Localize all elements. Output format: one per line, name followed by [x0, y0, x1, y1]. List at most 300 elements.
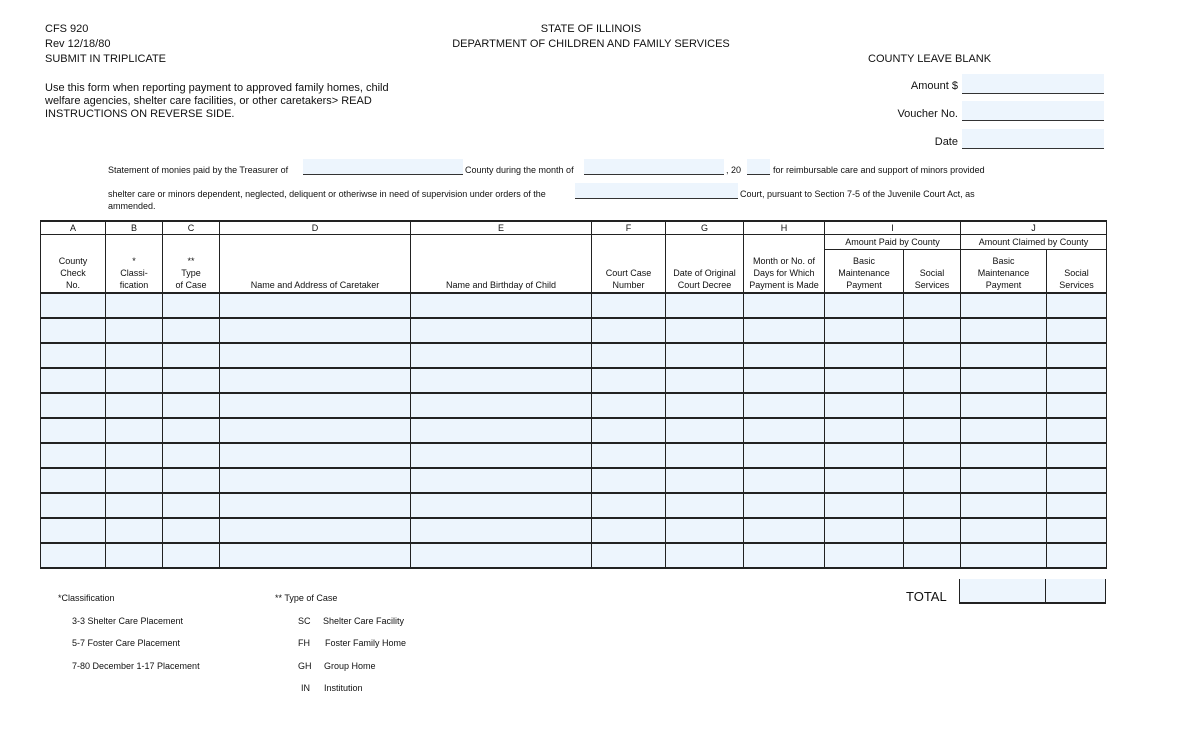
table-cell[interactable] [666, 343, 744, 368]
total-social-services-field[interactable] [1046, 579, 1106, 604]
total-basic-maintenance-input[interactable] [960, 579, 1049, 604]
table-cell[interactable] [41, 318, 106, 343]
group-amount-paid: Amount Paid by County [825, 235, 961, 250]
table-cell[interactable] [744, 443, 825, 468]
table-cell[interactable] [825, 518, 904, 543]
table-cell[interactable] [904, 468, 961, 493]
cell-input[interactable] [904, 394, 960, 417]
table-cell[interactable] [106, 543, 163, 568]
table-cell[interactable] [961, 443, 1047, 468]
table-cell[interactable] [163, 443, 220, 468]
cell-input[interactable] [220, 319, 410, 342]
table-cell[interactable] [961, 543, 1047, 568]
cell-input[interactable] [106, 294, 162, 317]
table-cell[interactable] [106, 493, 163, 518]
cell-input[interactable] [961, 369, 1046, 392]
cell-input[interactable] [592, 319, 665, 342]
table-cell[interactable] [220, 418, 411, 443]
cell-input[interactable] [744, 469, 824, 492]
table-cell[interactable] [41, 518, 106, 543]
cell-input[interactable] [411, 319, 591, 342]
cell-input[interactable] [220, 294, 410, 317]
table-cell[interactable] [106, 518, 163, 543]
cell-input[interactable] [1047, 419, 1106, 442]
header-i-basic-l3: Payment [846, 280, 882, 290]
cell-input[interactable] [744, 394, 824, 417]
table-cell[interactable] [163, 468, 220, 493]
table-cell[interactable] [220, 543, 411, 568]
table-cell[interactable] [1047, 393, 1107, 418]
cell-input[interactable] [666, 419, 743, 442]
cell-input[interactable] [106, 319, 162, 342]
month-field[interactable] [584, 159, 724, 175]
table-cell[interactable] [744, 293, 825, 318]
cell-input[interactable] [1047, 394, 1106, 417]
cell-input[interactable] [904, 494, 960, 517]
cell-input[interactable] [904, 544, 960, 567]
table-cell[interactable] [904, 443, 961, 468]
cell-input[interactable] [825, 319, 903, 342]
table-cell[interactable] [666, 543, 744, 568]
cell-input[interactable] [106, 519, 162, 542]
table-cell[interactable] [1047, 293, 1107, 318]
cell-input[interactable] [163, 394, 219, 417]
table-cell[interactable] [1047, 443, 1107, 468]
data-rows [41, 293, 1107, 568]
table-cell[interactable] [1047, 518, 1107, 543]
table-cell[interactable] [666, 418, 744, 443]
table-cell[interactable] [592, 343, 666, 368]
table-cell[interactable] [220, 318, 411, 343]
table-cell[interactable] [106, 318, 163, 343]
table-row [41, 293, 1107, 318]
table-cell[interactable] [41, 393, 106, 418]
table-cell[interactable] [744, 343, 825, 368]
cell-input[interactable] [744, 369, 824, 392]
table-cell[interactable] [106, 418, 163, 443]
table-cell[interactable] [825, 493, 904, 518]
cell-input[interactable] [825, 519, 903, 542]
table-cell[interactable] [220, 393, 411, 418]
table-cell[interactable] [411, 543, 592, 568]
cell-input[interactable] [666, 319, 743, 342]
cell-input[interactable] [220, 419, 410, 442]
cell-input[interactable] [904, 294, 960, 317]
cell-input[interactable] [904, 444, 960, 467]
table-row [41, 443, 1107, 468]
table-cell[interactable] [411, 443, 592, 468]
table-cell[interactable] [163, 418, 220, 443]
cell-input[interactable] [666, 444, 743, 467]
table-cell[interactable] [961, 518, 1047, 543]
table-cell[interactable] [825, 393, 904, 418]
cell-input[interactable] [744, 494, 824, 517]
cell-input[interactable] [1047, 444, 1106, 467]
table-cell[interactable] [666, 493, 744, 518]
cell-input[interactable] [961, 294, 1046, 317]
cell-input[interactable] [220, 369, 410, 392]
cell-input[interactable] [1047, 544, 1106, 567]
cell-input[interactable] [41, 519, 105, 542]
table-cell[interactable] [411, 468, 592, 493]
table-cell[interactable] [825, 343, 904, 368]
cell-input[interactable] [592, 544, 665, 567]
table-cell[interactable] [220, 293, 411, 318]
cell-input[interactable] [825, 294, 903, 317]
cell-input[interactable] [106, 394, 162, 417]
treasurer-county-field[interactable] [303, 159, 463, 175]
cell-input[interactable] [220, 469, 410, 492]
table-cell[interactable] [106, 293, 163, 318]
table-cell[interactable] [220, 443, 411, 468]
cell-input[interactable] [961, 419, 1046, 442]
table-cell[interactable] [411, 418, 592, 443]
table-cell[interactable] [163, 343, 220, 368]
table-cell[interactable] [825, 293, 904, 318]
department-title: DEPARTMENT OF CHILDREN AND FAMILY SERVICES [452, 38, 730, 50]
table-cell[interactable] [163, 368, 220, 393]
table-cell[interactable] [904, 368, 961, 393]
table-cell[interactable] [825, 318, 904, 343]
cell-input[interactable] [592, 294, 665, 317]
table-cell[interactable] [1047, 368, 1107, 393]
year-field[interactable] [747, 159, 770, 175]
table-cell[interactable] [961, 343, 1047, 368]
cell-input[interactable] [163, 494, 219, 517]
table-cell[interactable] [41, 543, 106, 568]
cell-input[interactable] [41, 394, 105, 417]
cell-input[interactable] [106, 419, 162, 442]
cell-input[interactable] [163, 294, 219, 317]
table-cell[interactable] [592, 393, 666, 418]
cell-input[interactable] [961, 544, 1046, 567]
cell-input[interactable] [1047, 494, 1106, 517]
table-cell[interactable] [961, 293, 1047, 318]
year-input[interactable] [747, 162, 770, 177]
voucher-field[interactable] [962, 101, 1104, 121]
cell-input[interactable] [106, 369, 162, 392]
table-cell[interactable] [106, 393, 163, 418]
cell-input[interactable] [825, 494, 903, 517]
cell-input[interactable] [41, 444, 105, 467]
header-g-l3: Court Decree [677, 280, 732, 290]
cell-input[interactable] [106, 344, 162, 367]
voucher-input[interactable] [962, 102, 1104, 121]
cell-input[interactable] [904, 469, 960, 492]
cell-input[interactable] [106, 469, 162, 492]
statement-part-1: Statement of monies paid by the Treasurer of [108, 165, 289, 175]
amount-field[interactable] [962, 74, 1104, 94]
cell-input[interactable] [41, 294, 105, 317]
cell-input[interactable] [163, 469, 219, 492]
table-cell[interactable] [744, 518, 825, 543]
cell-input[interactable] [41, 369, 105, 392]
cell-input[interactable] [1047, 344, 1106, 367]
cell-input[interactable] [1047, 369, 1106, 392]
month-input[interactable] [584, 162, 724, 177]
statement-part-7: ammended. [108, 201, 156, 211]
table-cell[interactable] [904, 493, 961, 518]
table-cell[interactable] [961, 368, 1047, 393]
table-cell[interactable] [961, 318, 1047, 343]
table-cell[interactable] [825, 418, 904, 443]
cell-input[interactable] [411, 294, 591, 317]
table-cell[interactable] [220, 343, 411, 368]
cell-input[interactable] [744, 294, 824, 317]
cell-input[interactable] [220, 519, 410, 542]
table-cell[interactable] [744, 393, 825, 418]
table-cell[interactable] [411, 318, 592, 343]
cell-input[interactable] [41, 419, 105, 442]
table-cell[interactable] [220, 368, 411, 393]
cell-input[interactable] [106, 494, 162, 517]
cell-input[interactable] [163, 319, 219, 342]
table-cell[interactable] [904, 518, 961, 543]
table-cell[interactable] [592, 443, 666, 468]
treasurer-county-input[interactable] [303, 162, 463, 177]
cell-input[interactable] [411, 369, 591, 392]
total-social-services-input[interactable] [1046, 579, 1109, 604]
table-cell[interactable] [220, 493, 411, 518]
statement-part-3: , 20 [726, 165, 742, 175]
cell-input[interactable] [41, 469, 105, 492]
cell-input[interactable] [961, 469, 1046, 492]
table-cell[interactable] [163, 493, 220, 518]
cell-input[interactable] [592, 469, 665, 492]
table-row [41, 518, 1107, 543]
table-cell[interactable] [744, 543, 825, 568]
cell-input[interactable] [220, 444, 410, 467]
table-cell[interactable] [592, 493, 666, 518]
table-cell[interactable] [41, 368, 106, 393]
table-cell[interactable] [961, 418, 1047, 443]
cell-input[interactable] [666, 494, 743, 517]
table-cell[interactable] [825, 368, 904, 393]
court-input[interactable] [575, 186, 738, 201]
total-basic-maintenance-field[interactable] [959, 579, 1046, 604]
date-field[interactable] [962, 129, 1104, 149]
table-cell[interactable] [666, 368, 744, 393]
table-cell[interactable] [411, 518, 592, 543]
cell-input[interactable] [592, 519, 665, 542]
cell-input[interactable] [825, 394, 903, 417]
cell-input[interactable] [592, 369, 665, 392]
cell-input[interactable] [163, 444, 219, 467]
table-cell[interactable] [592, 318, 666, 343]
cell-input[interactable] [592, 494, 665, 517]
cell-input[interactable] [961, 344, 1046, 367]
table-cell[interactable] [744, 468, 825, 493]
table-cell[interactable] [163, 393, 220, 418]
cell-input[interactable] [666, 519, 743, 542]
cell-input[interactable] [1047, 294, 1106, 317]
cell-input[interactable] [961, 444, 1046, 467]
header-i-basic-l2: Maintenance [838, 268, 890, 278]
cell-input[interactable] [41, 494, 105, 517]
cell-input[interactable] [744, 319, 824, 342]
table-cell[interactable] [1047, 318, 1107, 343]
cell-input[interactable] [106, 444, 162, 467]
table-cell[interactable] [592, 418, 666, 443]
table-cell[interactable] [744, 418, 825, 443]
header-b-l1: * [132, 256, 136, 266]
table-cell[interactable] [41, 443, 106, 468]
cell-input[interactable] [411, 419, 591, 442]
table-cell[interactable] [592, 368, 666, 393]
table-cell[interactable] [1047, 418, 1107, 443]
cell-input[interactable] [744, 344, 824, 367]
table-cell[interactable] [592, 518, 666, 543]
cell-input[interactable] [904, 344, 960, 367]
table-cell[interactable] [163, 293, 220, 318]
table-cell[interactable] [106, 368, 163, 393]
table-cell[interactable] [220, 468, 411, 493]
table-cell[interactable] [163, 543, 220, 568]
table-cell[interactable] [666, 443, 744, 468]
cell-input[interactable] [744, 544, 824, 567]
cell-input[interactable] [220, 394, 410, 417]
table-cell[interactable] [904, 293, 961, 318]
table-cell[interactable] [220, 518, 411, 543]
table-cell[interactable] [825, 543, 904, 568]
statement-part-6: Court, pursuant to Section 7-5 of the Juvenile Court Act, as [740, 189, 975, 199]
table-cell[interactable] [106, 343, 163, 368]
table-cell[interactable] [411, 368, 592, 393]
table-cell[interactable] [666, 468, 744, 493]
table-cell[interactable] [163, 318, 220, 343]
cell-input[interactable] [220, 544, 410, 567]
table-cell[interactable] [744, 318, 825, 343]
table-cell[interactable] [41, 293, 106, 318]
cell-input[interactable] [592, 419, 665, 442]
cell-input[interactable] [411, 394, 591, 417]
cell-input[interactable] [744, 519, 824, 542]
cell-input[interactable] [825, 419, 903, 442]
cell-input[interactable] [904, 519, 960, 542]
amount-input[interactable] [962, 75, 1104, 94]
cell-input[interactable] [106, 544, 162, 567]
cell-input[interactable] [163, 369, 219, 392]
table-cell[interactable] [411, 343, 592, 368]
court-field[interactable] [575, 183, 738, 199]
header-f [592, 235, 666, 294]
cell-input[interactable] [961, 319, 1046, 342]
table-cell[interactable] [1047, 468, 1107, 493]
cell-input[interactable] [904, 419, 960, 442]
table-cell[interactable] [41, 468, 106, 493]
cell-input[interactable] [666, 394, 743, 417]
cell-input[interactable] [825, 369, 903, 392]
cell-input[interactable] [411, 544, 591, 567]
table-cell[interactable] [666, 518, 744, 543]
cell-input[interactable] [744, 444, 824, 467]
table-cell[interactable] [592, 293, 666, 318]
cell-input[interactable] [666, 344, 743, 367]
table-cell[interactable] [411, 293, 592, 318]
table-cell[interactable] [411, 393, 592, 418]
cell-input[interactable] [1047, 519, 1106, 542]
table-cell[interactable] [825, 443, 904, 468]
table-cell[interactable] [666, 293, 744, 318]
table-cell[interactable] [1047, 543, 1107, 568]
cell-input[interactable] [592, 344, 665, 367]
cell-input[interactable] [592, 394, 665, 417]
voucher-label: Voucher No. [897, 108, 958, 120]
cell-input[interactable] [904, 319, 960, 342]
cell-input[interactable] [411, 494, 591, 517]
table-cell[interactable] [41, 493, 106, 518]
cell-input[interactable] [41, 544, 105, 567]
cell-input[interactable] [825, 444, 903, 467]
cell-input[interactable] [592, 444, 665, 467]
cell-input[interactable] [41, 344, 105, 367]
cell-input[interactable] [825, 344, 903, 367]
cell-input[interactable] [220, 494, 410, 517]
cell-input[interactable] [411, 344, 591, 367]
cell-input[interactable] [1047, 319, 1106, 342]
cell-input[interactable] [411, 519, 591, 542]
cell-input[interactable] [825, 544, 903, 567]
table-cell[interactable] [666, 393, 744, 418]
table-cell[interactable] [1047, 493, 1107, 518]
cell-input[interactable] [41, 319, 105, 342]
cell-input[interactable] [666, 294, 743, 317]
cell-input[interactable] [1047, 469, 1106, 492]
table-cell[interactable] [904, 543, 961, 568]
cell-input[interactable] [163, 544, 219, 567]
table-cell[interactable] [744, 368, 825, 393]
table-cell[interactable] [106, 468, 163, 493]
table-cell[interactable] [163, 518, 220, 543]
table-cell[interactable] [592, 543, 666, 568]
table-cell[interactable] [744, 493, 825, 518]
cell-input[interactable] [825, 469, 903, 492]
date-input[interactable] [962, 130, 1104, 149]
case-label: Foster Family Home [325, 638, 407, 648]
table-cell[interactable] [904, 393, 961, 418]
table-cell[interactable] [904, 318, 961, 343]
table-cell[interactable] [106, 443, 163, 468]
table-cell[interactable] [825, 468, 904, 493]
table-cell[interactable] [41, 343, 106, 368]
cell-input[interactable] [163, 519, 219, 542]
table-cell[interactable] [961, 493, 1047, 518]
cell-input[interactable] [163, 419, 219, 442]
table-cell[interactable] [904, 343, 961, 368]
cell-input[interactable] [904, 369, 960, 392]
cell-input[interactable] [744, 419, 824, 442]
cell-input[interactable] [961, 394, 1046, 417]
table-cell[interactable] [41, 418, 106, 443]
table-cell[interactable] [961, 393, 1047, 418]
cell-input[interactable] [666, 544, 743, 567]
header-i-social [904, 250, 961, 294]
cell-input[interactable] [961, 494, 1046, 517]
cell-input[interactable] [220, 344, 410, 367]
table-cell[interactable] [592, 468, 666, 493]
table-cell[interactable] [666, 318, 744, 343]
cell-input[interactable] [666, 369, 743, 392]
table-cell[interactable] [411, 493, 592, 518]
table-cell[interactable] [961, 468, 1047, 493]
cell-input[interactable] [666, 469, 743, 492]
cell-input[interactable] [163, 344, 219, 367]
cell-input[interactable] [961, 519, 1046, 542]
table-cell[interactable] [1047, 343, 1107, 368]
cell-input[interactable] [411, 444, 591, 467]
cell-input[interactable] [411, 469, 591, 492]
table-cell[interactable] [904, 418, 961, 443]
